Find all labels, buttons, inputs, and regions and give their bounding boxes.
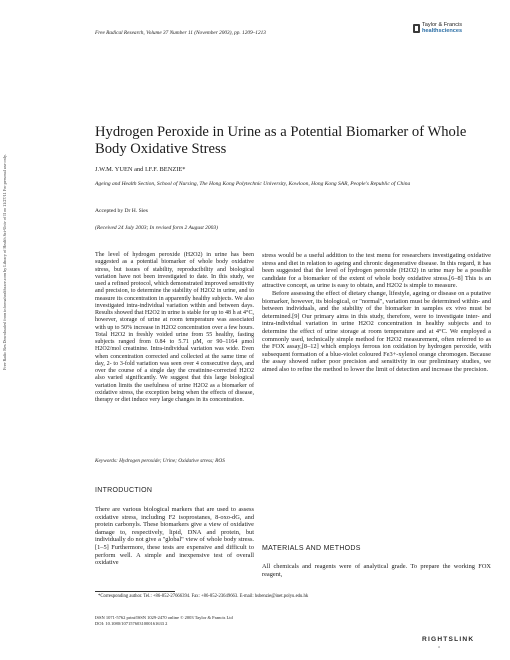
rightslink-tagline: a xyxy=(438,645,440,649)
doi-line: DOI: 10.1080/1071576031000161633 2 xyxy=(95,620,168,626)
footnote-rule xyxy=(95,591,175,592)
journal-citation: Free Radical Research, Volume 37 Number 11 (November 2003), pp. 1209–1213 xyxy=(95,30,266,36)
publisher-name: Taylor & Francis xyxy=(422,22,463,28)
download-watermark: Free Radic Res Downloaded from informahealthcare.com by Library of Health Sci-Univ of Il on 11/27/11 For personal use only. xyxy=(2,154,7,370)
right-paragraph-1: stress would be a useful addition to the test menu for researchers investigating oxidative stress and diet in relation to ageing and chronic degenerative disease. In this regard, it has been suggested that the level of hydrogen peroxide (H2O2) in urine may be a possible candidate for a biomarker of the extent of whole body oxidative stress.[6–8] This is an attractive concept, as urine is easy to obtain, and H2O2 is simple to measure. xyxy=(262,252,491,290)
publisher-logo xyxy=(413,22,493,34)
methods-paragraph: All chemicals and reagents were of analytical grade. To prepare the working FOX reagent, xyxy=(262,563,491,578)
taylor-francis-icon xyxy=(413,24,420,33)
received-dates: (Received 24 July 2003; In revised form 2 August 2003) xyxy=(95,225,218,231)
corresponding-author-footnote: *Corresponding author. Tel.: +86-852-27666394. Fax: +86-852-23649663. E-mail: hsbenzie@inet.polyu.edu.hk xyxy=(98,594,309,599)
publisher-subbrand: healthsciences xyxy=(422,28,463,34)
introduction-heading: INTRODUCTION xyxy=(95,487,153,494)
introduction-paragraph: There are various biological markers that are used to assess oxidative stress, including F2 isoprostanes, 8-oxo-dG, and protein carbonyls. These biomarkers give a view of oxidative damage to, respectively, lipid, DNA and protein, but individually do not give a "global" view of whole body stress.[1–5] Furthermore, these tests are expensive and difficult to perform well. A simple and inexpensive test of overall oxidative xyxy=(95,506,254,567)
issn-block xyxy=(95,615,233,626)
rightslink-logo[interactable]: RIGHTSLINK xyxy=(422,636,475,643)
introduction-text xyxy=(95,506,254,567)
abstract xyxy=(95,252,254,404)
article-authors: J.W.M. YUEN and I.F.F. BENZIE* xyxy=(95,166,186,173)
right-paragraph-2: Before assessing the effect of dietary change, lifestyle, ageing or disease on a putative biomarker, however, its biological, or "normal", variation must be determined within- and between individuals, and the stability of the biomarker in samples ex vivo must be determined.[9] Our primary aims in this study, therefore, were to investigate inter- and intra-individual variation in urine H2O2 concentration in healthy subjects and to determine the effect of urine storage at room temperature and at 4°C. We employed a commonly used, technically simple method for H2O2 measurement, often referred to as the FOX assay,[8–12] which employs ferrous ion oxidation by hydrogen peroxide, with subsequent formation of a blue-violet coloured Fe3+-xylenol orange chromogen. Because the assay showed rather poor precision and sensitivity in our preliminary studies, we aimed also to refine the method to lower the limit of detection and increase the precision. xyxy=(262,289,491,373)
article-title: Hydrogen Peroxide in Urine as a Potential Biomarker of Whole Body Oxidative Stress xyxy=(95,124,467,157)
abstract-text: The level of hydrogen peroxide (H2O2) in urine has been suggested as a potential biomarker of whole body oxidative stress, but issues of stability, reproducibility and biological variation have not been investigated to date. In this study, we used a refined protocol, which demonstrated improved sensitivity and precision, to determine the stability of H2O2 in urine, and to measure its concentration in apparently healthy subjects. We also investigated intra-individual variation within and between days. Results showed that H2O2 in urine is stable for up to 48 h at 4°C, however, storage of urine at room temperature was associated with up to 50% increase in H2O2 concentration over a few hours. Total H2O2 in freshly voided urine from 55 healthy, fasting subjects ranged from 0.84 to 5.71 μM, or 90–1164 μmol H2O2/mol creatinine. Intra-individual variation was wide. Even when concentration corrected and collected at the same time of day, 2- to 3-fold variation was seen over 4 consecutive days, and over the course of a single day the creatinine-corrected H2O2 also varied significantly. We suggest that this large biological variation limits the usefulness of urine H2O2 as a biomarker of oxidative stress, the exception being when the effects of disease, therapy or diet induce very large changes in its concentration. xyxy=(95,252,254,403)
issn-line: ISSN 1071-5762 print/ISSN 1029-2470 online © 2003 Taylor & Francis Ltd xyxy=(95,615,233,620)
author-affiliation: Ageing and Health Section, School of Nursing, The Hong Kong Polytechnic University, Kowloon, Hong Kong SAR, People's Republic of China xyxy=(95,181,411,187)
keywords: Keywords: Hydrogen peroxide; Urine; Oxidative stress; ROS xyxy=(95,458,225,464)
right-column-text xyxy=(262,252,491,374)
methods-heading: MATERIALS AND METHODS xyxy=(262,545,361,552)
accepted-by: Accepted by Dr H. Sies xyxy=(95,208,148,214)
methods-text xyxy=(262,563,491,578)
